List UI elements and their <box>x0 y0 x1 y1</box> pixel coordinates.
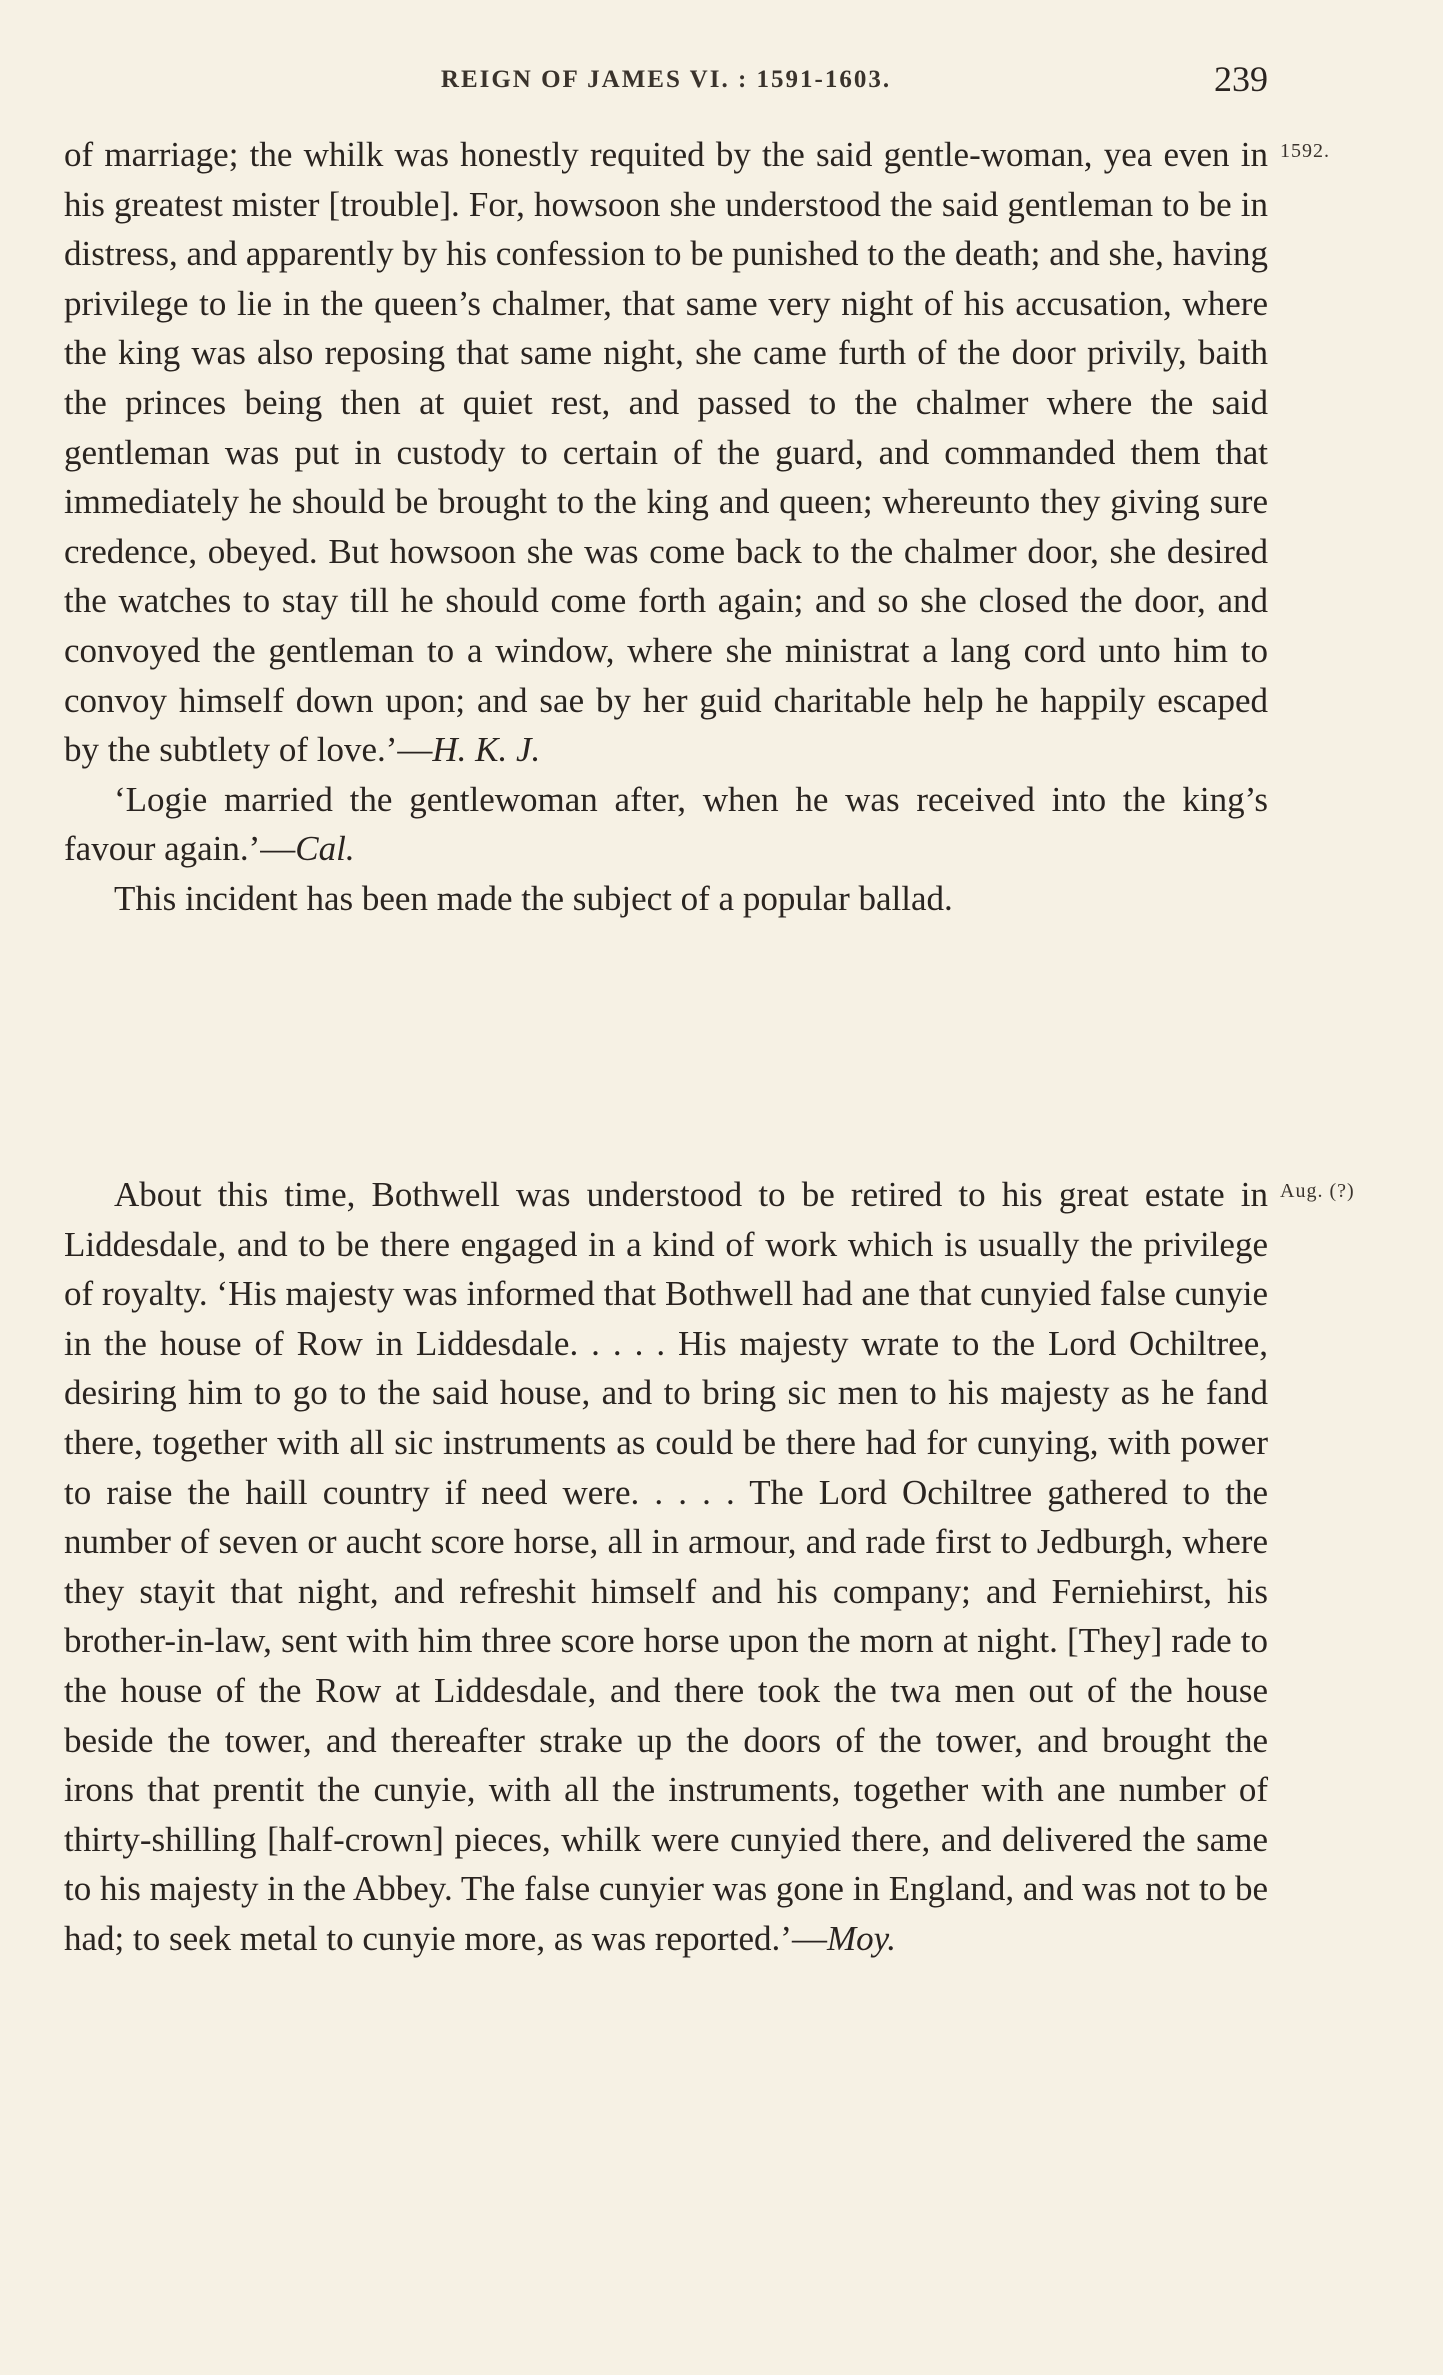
running-title: REIGN OF JAMES VI. : 1591-1603. <box>440 66 892 93</box>
margin-note-month: Aug. (?) <box>1280 1180 1355 1202</box>
text-section-1 <box>64 130 1268 924</box>
paragraph-text: of marriage; the whilk was honestly requited by the said gentle-woman, yea even in his greatest mister [trouble]. For, howsoon she understood the said gentleman to be in distress, and apparently by his confession to be punished to the death; and she, having privilege to lie in the queen’s chalmer, that same very night of his accusation, where the king was also reposing that same night, she came furth of the door privily, baith the princes being then at quiet rest, and passed to the chalmer where the said gentleman was put in custody to certain of the guard, and commanded them that immediately he should be brought to the king and queen; whereunto they giving sure credence, obeyed. But howsoon she was come back to the chalmer door, she desired the watches to stay till he should come forth again; and so she closed the door, and convoyed the gentleman to a window, where she ministrat a lang cord unto him to convoy himself down upon; and sae by her guid charitable help he happily escaped by the subtlety of love.’— <box>64 135 1268 770</box>
paragraph-text: ‘Logie married the gentlewoman after, when he was received into the king’s favour again.’— <box>64 779 1268 869</box>
paragraph-text: This incident has been made the subject of a popular ballad. <box>114 878 953 918</box>
paragraph <box>64 1170 1268 1964</box>
source-citation: H. K. J. <box>432 730 541 770</box>
margin-note-year: 1592. <box>1280 140 1330 162</box>
text-section-2 <box>64 1170 1268 1964</box>
paragraph-text: About this time, Bothwell was understood to be retired to his great estate in Liddesdale, and to be there engaged in a kind of work which is usually the privilege of royalty. ‘His majesty was informed that Bothwell had ane that cunyied false cunyie in the house of Row in Liddesdale. . . . . His majesty wrate to the Lord Ochiltree, desiring him to go to the said house, and to bring sic men to his majesty as he fand there, together with all sic instruments as could be there had for cunying, with power to raise the haill country if need were. . . . . The Lord Ochiltree gathered to the number of seven or aucht score horse, all in armour, and rade first to Jedburgh, where they stayit that night, and refreshit himself and his company; and Ferniehirst, his brother-in-law, sent with him three score horse upon the morn at night. [They] rade to the house of the Row at Liddesdale, and there took the twa men out of the house beside the tower, and thereafter strake up the doors of the tower, and brought the irons that prentit the cunyie, with all the instruments, together with ane number of thirty-shilling [half-crown] pieces, whilk were cunyied there, and delivered the same to his majesty in the Abbey. The false cunyier was gone in England, and was not to be had; to seek metal to cunyie more, as was reported.’— <box>64 1175 1268 1958</box>
paragraph <box>64 775 1268 874</box>
paragraph <box>64 130 1268 775</box>
page-number: 239 <box>1214 59 1268 99</box>
paragraph <box>64 874 1268 924</box>
running-head <box>66 58 1266 108</box>
source-citation: Moy. <box>826 1918 896 1958</box>
source-citation: Cal. <box>295 829 355 869</box>
